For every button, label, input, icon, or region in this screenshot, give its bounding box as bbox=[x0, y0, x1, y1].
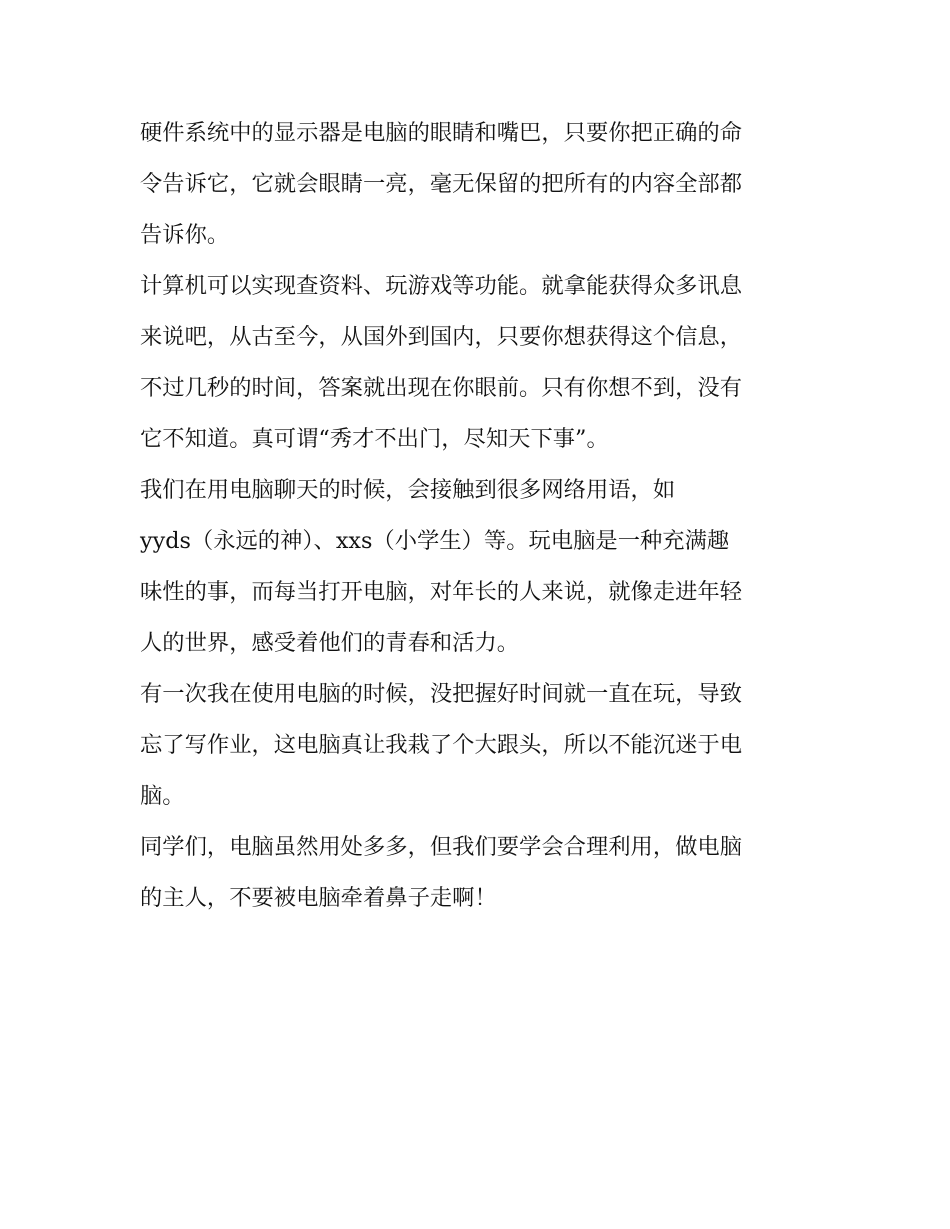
paragraph-line: 忘了写作业，这电脑真让我栽了个大跟头，所以不能沉迷于电 bbox=[140, 732, 743, 758]
paragraph-line: 告诉你。 bbox=[140, 222, 230, 248]
paragraph-line: 令告诉它，它就会眼睛一亮，毫无保留的把所有的内容全部都 bbox=[140, 171, 743, 197]
paragraph-1 bbox=[140, 108, 812, 261]
paragraph-4 bbox=[140, 669, 812, 822]
paragraph-line: 计算机可以实现查资料、玩游戏等功能。就拿能获得众多讯息 bbox=[140, 273, 743, 299]
paragraph-line: 它不知道。真可谓“秀才不出门，尽知天下事”。 bbox=[140, 426, 609, 452]
paragraph-line: 有一次我在使用电脑的时候，没把握好时间就一直在玩，导致 bbox=[140, 681, 743, 707]
paragraph-3 bbox=[140, 465, 812, 669]
paragraph-line: 不过几秒的时间，答案就出现在你眼前。只有你想不到，没有 bbox=[140, 375, 743, 401]
paragraph-2 bbox=[140, 261, 812, 465]
paragraph-line: 同学们，电脑虽然用处多多，但我们要学会合理利用，做电脑 bbox=[140, 834, 743, 860]
paragraph-line: 人的世界，感受着他们的青春和活力。 bbox=[140, 630, 520, 656]
document-body bbox=[140, 108, 812, 924]
paragraph-line: 我们在用电脑聊天的时候，会接触到很多网络用语，如 bbox=[140, 477, 676, 503]
paragraph-line: yyds（永远的神）、xxs（小学生）等。玩电脑是一种充满趣 bbox=[140, 528, 730, 554]
paragraph-5 bbox=[140, 822, 812, 924]
paragraph-line: 味性的事，而每当打开电脑，对年长的人来说，就像走进年轻 bbox=[140, 579, 743, 605]
paragraph-line: 来说吧，从古至今，从国外到国内，只要你想获得这个信息， bbox=[140, 324, 743, 350]
paragraph-line: 脑。 bbox=[140, 783, 185, 809]
paragraph-line: 硬件系统中的显示器是电脑的眼睛和嘴巴，只要你把正确的命 bbox=[140, 120, 743, 146]
paragraph-line: 的主人，不要被电脑牵着鼻子走啊！ bbox=[140, 885, 497, 911]
